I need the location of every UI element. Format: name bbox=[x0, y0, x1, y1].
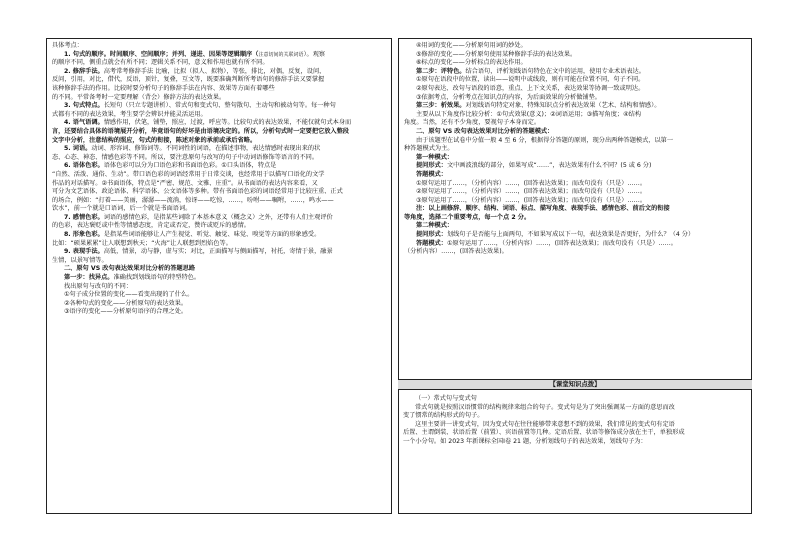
text-line: 的色彩，表达褒贬或中性等情感态度，肯定或否定，赞许或贬斥的感情。 bbox=[52, 222, 250, 230]
list-item: ①原句在语段中的位置，读出——说明中或线段，则有可能在位置不同，句子不同。 bbox=[416, 76, 645, 84]
point-8-text: 是指某些词语能够让人产生视觉、听觉、触觉、味觉、嗅觉等方面的形象感受。 bbox=[103, 231, 321, 239]
text-line: 的顺序不同，侧重点就会有所不同；逻辑关系不同，意义和作用也就有所不同。 bbox=[52, 59, 269, 67]
step-1-title: 第一步：找异点。 bbox=[64, 274, 114, 282]
point-1-note: 注意切间的关联词语 bbox=[258, 51, 304, 58]
point-9-text: 高低，情景，动与静，虚与实；对比，正面描写与侧面描写，衬托，寄情于景，融景 bbox=[103, 248, 333, 256]
text-line: 态、心态、神态、情感色彩等不同。所以，要注意原句与改写的句子中动词语修饰等语言的不同。 bbox=[52, 153, 319, 161]
point-3-title: 3. 句式特点。 bbox=[64, 102, 104, 110]
mode-2-heading: 第二种模式： bbox=[416, 222, 454, 230]
point-6-text: 语体色彩可以分为口语色彩和书面语色彩。①口头语体，特点是 bbox=[103, 162, 277, 170]
point-9-title: 9. 表现手法。 bbox=[64, 248, 104, 256]
step-2-title: 第二步：评特色。 bbox=[416, 67, 466, 75]
list-item: ③依据考点，分析考点在知识点的内容，为后面效果的分析做铺垫。 bbox=[416, 93, 601, 101]
answer-mode-label: 答题模式： bbox=[416, 170, 447, 178]
text-line: （分析内容）……，(回答表达效果)。 bbox=[404, 248, 508, 256]
point-6 bbox=[52, 162, 386, 171]
note-line: 注：以上画修辞、顺序、结构、词语、标点、描写角度、表现手法、感情色彩、前后文的衔接 bbox=[416, 205, 670, 213]
text-line: 一个小分句。如 2023 年新课标全国Ⅰ卷 21 题，分析划线句子的表达效果，划线句子为： bbox=[403, 437, 647, 445]
question-form-label: 提问形式： bbox=[416, 162, 447, 170]
list-item: ⑥标点的变化——分析标点的表达作用。 bbox=[416, 59, 527, 67]
text-line: 生情，以景写情等。 bbox=[52, 256, 108, 264]
step-1 bbox=[52, 274, 386, 283]
text-line: 该种修辞手法的作用。比较时要分析句子的修辞手法在内容、效果等方面有着哪些 bbox=[52, 84, 275, 92]
point-9 bbox=[52, 248, 386, 257]
list-item: ③语序的变化——分析原句语序的合理之处。 bbox=[64, 308, 188, 316]
question-form-text: 划线句子是否能与上面两句，不如果写成以下一句，表达效果是否更好，为什么？（4 分） bbox=[446, 231, 695, 239]
text-line: 找出原句与改句的不同： bbox=[64, 282, 133, 290]
section-heading: 具体考点： bbox=[52, 42, 83, 49]
point-5-text: 动词、形容词、修饰词等。不同词性的词语，在描述事物，表达情感时表现出来的状 bbox=[91, 145, 321, 153]
left-column bbox=[46, 38, 392, 514]
text-line: 的不同。平常备考时一定要理解（背会）修辞方法的表达效果。 bbox=[52, 93, 226, 101]
step-3 bbox=[404, 102, 746, 111]
text-line: 由于该题型在试卷中分值一般 4 至 6 分，根据得分答题的原则，现分出两种答题模式，以第一 bbox=[416, 136, 674, 144]
text-line: 变了惯常的结构形式的句子。 bbox=[403, 412, 484, 420]
text-line: 后置、主谓倒装、状语后置（前置）、宾语前置等几种。定语后置、状语等修饰成分放在主干，单独形成 bbox=[403, 429, 685, 437]
point-4 bbox=[52, 119, 386, 128]
text-line: 可分为文艺语体、政论语体、科学语体、公文语体等多种。带有书面语色彩的词语经常用于比较庄重、正式 bbox=[52, 188, 343, 196]
point-3 bbox=[52, 102, 386, 111]
question-form-label: 提问形式： bbox=[416, 231, 447, 239]
list-item: ⑤修辞的变化——分析原句使用某种修辞手法的表达效果。 bbox=[416, 50, 577, 58]
step-3-title: 第三步：析效果。 bbox=[416, 102, 466, 110]
text-line: 的场合，例如：“打着——美丽，潺潺——流淌，惊讶——吃惊，……，吩咐——嘱咐，……，鸣水—— bbox=[52, 196, 334, 204]
text-line: 作品的对话描写。②书面语体，特点是“严密、规范、文雅、庄重”。从书面语的表达内容来看，又 bbox=[52, 179, 318, 187]
text-line: 种答题模式为主。 bbox=[404, 145, 454, 153]
text-line: “自然、活泼、通俗、生动”。带口语色彩的词语经常用于日常交谈，也经常用于以描写口语化的文学 bbox=[52, 170, 325, 178]
knowledge-banner: 【课堂知识点拨】 bbox=[398, 379, 752, 390]
step-2-text: 结合语句，评析划线语句特色在文中的运用，使用专业术语表达。 bbox=[465, 67, 645, 75]
answer-mode-text: ①原句运用了……，（分析内容）……，(回答表达效果)；而改句没有（只是）……。 bbox=[446, 239, 677, 247]
list-item: ③原句运用了……，（分析内容）……，(回答表达效果)；而改句没有（只是）……。 bbox=[416, 196, 647, 204]
point-6-title: 6. 语体色彩。 bbox=[64, 162, 104, 170]
point-5 bbox=[52, 145, 386, 154]
point-7-title: 7. 感情色彩。 bbox=[64, 213, 104, 221]
subsection-heading: 二、原句 VS 改句表达效果对比分析的答题思路 bbox=[64, 265, 196, 273]
text-line: 反问，引用，对比，借代，反语，顶针，复叠，互文等，既要准确判断所考语句的修辞手法又要掌握 bbox=[52, 76, 325, 84]
list-item: ④用词的变化——分析原句用词的妙处。 bbox=[416, 42, 527, 49]
question-form-1 bbox=[404, 162, 746, 171]
step-1-text: 准确找到划线语句的特型特色。 bbox=[113, 274, 201, 282]
subsection-heading: 二、原句 VS 改句表达效果对比分析的答题模式： bbox=[416, 127, 554, 135]
note-line: 等角度，选择二个重要考点，每一个点 2 分。 bbox=[404, 213, 531, 221]
point-2-text: 高考常考修辞手法 比喻，比拟（拟人、拟物），等张，排比，对偶，反复，设问， bbox=[103, 67, 326, 75]
text-line: 常式句就是按照汉语惯常的结构规律来组合的句子。变式句是为了突出强调某一方面的意思而改 bbox=[415, 403, 675, 411]
list-item: ②原句运用了……，（分析内容）……，(回答表达效果)；而改句没有（只是）……。 bbox=[416, 188, 647, 196]
mode-1-heading: 第一种模式： bbox=[416, 153, 454, 161]
answer-mode-2 bbox=[404, 240, 746, 249]
text-line: 主要从以下角度作比较分析：①句式效果(意义)；②词语运用；③描写角度；④结构 bbox=[416, 110, 642, 118]
step-3-text: 对划线语句特定对象、特殊知识点分析表达效果（艺术、结构和情感）。 bbox=[465, 102, 661, 110]
subsection-heading: （一）常式句与变式句 bbox=[415, 395, 477, 402]
question-form-2 bbox=[404, 231, 746, 240]
point-8-title: 8. 形象色彩。 bbox=[64, 231, 104, 239]
answer-mode-label: 答题模式： bbox=[416, 239, 447, 247]
text-line: 饮水”，前一个就是口语词，后一个就是书面语词。 bbox=[52, 205, 192, 213]
text-line: 比如：“硕果累累”让人联想到秋天；“火海”让人联想到烈焰色等。 bbox=[52, 239, 232, 247]
point-1-text: 1. 句式的顺序。时间顺序、空间顺序；并列、递进、因果等逻辑顺序（ bbox=[64, 50, 259, 58]
list-item: ②各种句式的变化——分析原句的表达效果。 bbox=[64, 299, 188, 307]
list-item: ①句子成分位置的变化——看变出现的了什么。 bbox=[64, 291, 194, 299]
point-7-text: 词语的感情色彩，是指某些词除了本基本意义（概念义）之外，还带有人们主观评价 bbox=[103, 213, 333, 221]
text-line: 式都有不同的表达效果，考生要学会辨识并能灵活运用。 bbox=[52, 110, 207, 118]
point-3-text: 长短句（只立专题讲析）、常式句和变式句、整句散句、主动句和被动句等。每一种句 bbox=[103, 102, 336, 110]
knowledge-section bbox=[398, 392, 752, 514]
point-4-title: 4. 语气语调。 bbox=[64, 119, 104, 127]
text-line: 言，还要结合具体的语境展开分析，毕竟语句的好坏是由语境决定的。所以，分析句式时一定要把它放入整段 bbox=[52, 127, 349, 135]
point-8 bbox=[52, 231, 386, 240]
list-item: ①原句运用了……，（分析内容）……，(回答表达效果)；而改句没有（只是）……。 bbox=[416, 179, 647, 187]
point-5-title: 5. 词语。 bbox=[64, 145, 92, 153]
text-line: 文字中分析，注意结构的照应，句式的衔接，陈述对象的承前或承后省略。 bbox=[52, 136, 257, 144]
point-1 bbox=[52, 51, 386, 60]
question-form-text: 文中画波浪线的部分，如果写成“……”，表达效果有什么不同？(5 或 6 分) bbox=[446, 162, 652, 170]
point-1-tail: ）。观察 bbox=[303, 50, 326, 58]
text-line: 这里主要讲一讲变式句，因为变式句在往往能够带来意想不到的效果，我们常见的变式句有定语 bbox=[415, 420, 675, 428]
list-item: ②原句表达、改句与语段的语意，重点、上下文关系，表达效果等协调一致或明达。 bbox=[416, 84, 645, 92]
point-2-title: 2. 修辞手法。 bbox=[64, 67, 104, 75]
text-line: 角度。当然，还有不少角度，要视句子本身而定。 bbox=[404, 119, 541, 127]
point-4-text: 情感作用，伏笔，铺垫，照应，过渡，呼应等。比较句式的表达效果，不能仅就句式本身而 bbox=[103, 119, 352, 127]
